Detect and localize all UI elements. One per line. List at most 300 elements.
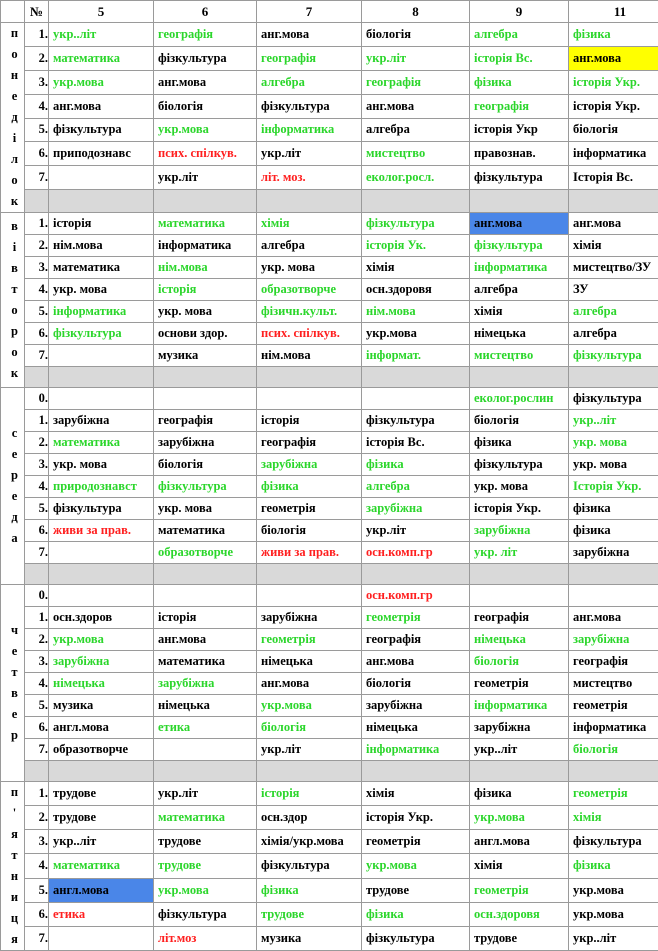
lesson-cell: математика <box>49 432 154 454</box>
separator-cell <box>154 367 257 388</box>
lesson-cell: укр.мова <box>49 629 154 651</box>
lesson-cell: інформатика <box>362 739 470 761</box>
lesson-cell: осн.здоров <box>49 607 154 629</box>
lesson-cell: анг.мова <box>154 70 257 94</box>
lesson-cell: хімія <box>257 213 362 235</box>
lesson-cell: нім.мова <box>154 257 257 279</box>
separator-cell <box>257 761 362 782</box>
lesson-cell: фізика <box>470 782 569 806</box>
lesson-cell: біологія <box>257 520 362 542</box>
day-letter: р <box>5 321 24 342</box>
lesson-cell: інформатика <box>49 301 154 323</box>
lesson-cell: німецька <box>470 323 569 345</box>
lesson-cell: укр.мова <box>154 118 257 142</box>
lesson-number: 4. <box>25 94 49 118</box>
lesson-number: 7. <box>25 345 49 367</box>
separator-cell <box>49 564 154 585</box>
day-letter: н <box>5 866 24 887</box>
lesson-cell: фізика <box>569 498 658 520</box>
lesson-cell: математика <box>154 806 257 830</box>
lesson-cell: укр. мова <box>154 498 257 520</box>
day-letter: о <box>5 44 24 65</box>
day-letter: і <box>5 237 24 258</box>
lesson-cell: фізкультура <box>362 926 470 950</box>
day-letter: т <box>5 845 24 866</box>
lesson-cell: укр.літ <box>257 142 362 166</box>
day-letter: д <box>5 507 24 528</box>
lesson-cell <box>154 585 257 607</box>
header-num: № <box>25 1 49 23</box>
lesson-cell: зарубіжна <box>49 651 154 673</box>
lesson-row <box>1 878 658 902</box>
lesson-number: 6. <box>25 902 49 926</box>
lesson-cell: географія <box>257 432 362 454</box>
lesson-cell: образотворче <box>257 279 362 301</box>
lesson-row <box>1 673 658 695</box>
lesson-row <box>1 585 658 607</box>
lesson-cell: укр.літ <box>362 46 470 70</box>
lesson-cell: анг.мова <box>154 629 257 651</box>
lesson-cell: зарубіжна <box>470 717 569 739</box>
lesson-cell: математика <box>49 854 154 878</box>
lesson-cell: мистецтво <box>470 345 569 367</box>
separator-cell <box>49 367 154 388</box>
separator-cell <box>362 190 470 213</box>
lesson-cell: біологія <box>362 23 470 47</box>
lesson-cell: геометрія <box>257 498 362 520</box>
separator-cell <box>25 761 49 782</box>
lesson-cell: укр.літ <box>362 520 470 542</box>
lesson-cell: історія Вс. <box>362 432 470 454</box>
separator-cell <box>154 564 257 585</box>
day-letter: о <box>5 342 24 363</box>
lesson-cell: укр. мова <box>257 257 362 279</box>
lesson-number: 7. <box>25 926 49 950</box>
day-letter: д <box>5 107 24 128</box>
day-letter: к <box>5 363 24 384</box>
lesson-number: 6. <box>25 323 49 345</box>
lesson-row <box>1 301 658 323</box>
lesson-row <box>1 432 658 454</box>
lesson-cell: фізкультура <box>470 166 569 190</box>
lesson-cell: історія Ук. <box>362 235 470 257</box>
lesson-row <box>1 695 658 717</box>
lesson-cell: укр..літ <box>569 926 658 950</box>
lesson-cell: укр.мова <box>49 70 154 94</box>
lesson-row <box>1 854 658 878</box>
lesson-cell: анг.мова <box>569 607 658 629</box>
lesson-row <box>1 926 658 950</box>
separator-cell <box>569 564 658 585</box>
lesson-cell: образотворче <box>154 542 257 564</box>
lesson-cell <box>49 542 154 564</box>
lesson-cell: псих. спілкув. <box>154 142 257 166</box>
lesson-cell: мистецтво <box>362 142 470 166</box>
lesson-number: 6. <box>25 520 49 542</box>
separator-cell <box>154 761 257 782</box>
lesson-cell: укр.мова <box>362 854 470 878</box>
header-class-7: 7 <box>257 1 362 23</box>
lesson-cell: трудове <box>49 806 154 830</box>
lesson-cell: алгебра <box>569 323 658 345</box>
lesson-row <box>1 806 658 830</box>
lesson-cell: німецька <box>154 695 257 717</box>
lesson-cell: зарубіжна <box>257 607 362 629</box>
lesson-cell: зарубіжна <box>154 673 257 695</box>
lesson-number: 2. <box>25 629 49 651</box>
lesson-cell: зарубіжна <box>569 629 658 651</box>
separator-cell <box>470 564 569 585</box>
lesson-cell: фізкультура <box>569 345 658 367</box>
lesson-number: 2. <box>25 806 49 830</box>
lesson-cell: фізкультура <box>257 854 362 878</box>
lesson-cell: біологія <box>569 739 658 761</box>
day-letter: п <box>5 23 24 44</box>
lesson-cell: фізкультура <box>49 118 154 142</box>
lesson-cell: музика <box>154 345 257 367</box>
lesson-cell: географія <box>257 46 362 70</box>
lesson-cell <box>569 585 658 607</box>
lesson-row <box>1 213 658 235</box>
lesson-cell: геометрія <box>569 782 658 806</box>
lesson-cell: трудове <box>362 878 470 902</box>
lesson-number: 2. <box>25 46 49 70</box>
day-letter: ' <box>5 803 24 824</box>
day-separator-row <box>1 190 658 213</box>
day-letter: ч <box>5 620 24 641</box>
lesson-cell <box>49 345 154 367</box>
separator-cell <box>25 190 49 213</box>
lesson-number: 7. <box>25 542 49 564</box>
lesson-cell: мистецтво <box>569 673 658 695</box>
lesson-cell: укр.мова <box>362 323 470 345</box>
lesson-cell: зарубіжна <box>154 432 257 454</box>
lesson-cell: зарубіжна <box>49 410 154 432</box>
day-separator-row <box>1 564 658 585</box>
day-separator-row <box>1 367 658 388</box>
lesson-cell: інформатика <box>154 235 257 257</box>
header-class-5: 5 <box>49 1 154 23</box>
lesson-cell: інформатика <box>470 695 569 717</box>
lesson-cell: фізика <box>257 878 362 902</box>
lesson-cell: укр.мова <box>257 695 362 717</box>
lesson-cell: біологія <box>154 454 257 476</box>
lesson-cell: німецька <box>362 717 470 739</box>
lesson-row <box>1 23 658 47</box>
lesson-number: 4. <box>25 476 49 498</box>
lesson-cell: укр. мова <box>49 454 154 476</box>
lesson-row <box>1 118 658 142</box>
lesson-cell: фізика <box>569 854 658 878</box>
lesson-cell: зарубіжна <box>362 695 470 717</box>
lesson-row <box>1 94 658 118</box>
lesson-cell: історія <box>49 213 154 235</box>
lesson-cell: трудове <box>154 854 257 878</box>
lesson-cell: фізкультура <box>154 46 257 70</box>
separator-cell <box>49 761 154 782</box>
lesson-cell: фізика <box>362 902 470 926</box>
lesson-cell: алгебра <box>569 301 658 323</box>
lesson-cell: трудове <box>154 830 257 854</box>
lesson-cell: історія Укр. <box>470 498 569 520</box>
lesson-row <box>1 607 658 629</box>
lesson-cell: історія Укр <box>470 118 569 142</box>
lesson-cell: анг.мова <box>569 213 658 235</box>
day-label-wednesday <box>1 388 25 585</box>
lesson-cell: анг.мова <box>362 94 470 118</box>
lesson-cell: хімія/укр.мова <box>257 830 362 854</box>
lesson-cell: осн.комп.гр <box>362 542 470 564</box>
lesson-cell: фізика <box>569 520 658 542</box>
lesson-cell: еколог.рослин <box>470 388 569 410</box>
lesson-number: 0. <box>25 585 49 607</box>
lesson-cell: інформатика <box>569 717 658 739</box>
lesson-row <box>1 520 658 542</box>
day-label-friday <box>1 782 25 951</box>
lesson-cell: історія Вс. <box>470 46 569 70</box>
lesson-number: 4. <box>25 854 49 878</box>
lesson-cell: хімія <box>569 806 658 830</box>
lesson-cell: хімія <box>362 782 470 806</box>
lesson-number: 3. <box>25 651 49 673</box>
separator-cell <box>569 190 658 213</box>
lesson-cell: приподознавс <box>49 142 154 166</box>
lesson-cell: англ.мова <box>49 878 154 902</box>
lesson-cell: біологія <box>257 717 362 739</box>
lesson-cell: математика <box>154 213 257 235</box>
lesson-number: 5. <box>25 498 49 520</box>
lesson-number: 7. <box>25 739 49 761</box>
header-class-9: 9 <box>470 1 569 23</box>
lesson-cell: фізкультура <box>257 94 362 118</box>
day-letter: я <box>5 824 24 845</box>
lesson-number: 1. <box>25 23 49 47</box>
day-letter: в <box>5 216 24 237</box>
lesson-cell: образотворче <box>49 739 154 761</box>
lesson-number: 6. <box>25 717 49 739</box>
lesson-cell: фізкультура <box>154 902 257 926</box>
lesson-number: 1. <box>25 410 49 432</box>
lesson-number: 1. <box>25 213 49 235</box>
separator-cell <box>257 190 362 213</box>
lesson-cell: укр..літ <box>49 830 154 854</box>
day-letter: ц <box>5 908 24 929</box>
lesson-row <box>1 410 658 432</box>
lesson-number: 4. <box>25 279 49 301</box>
lesson-cell: географія <box>569 651 658 673</box>
lesson-cell: географія <box>362 629 470 651</box>
lesson-cell: літ.моз <box>154 926 257 950</box>
lesson-number: 6. <box>25 142 49 166</box>
lesson-cell: анг.мова <box>569 46 658 70</box>
lesson-cell: фізкультура <box>470 454 569 476</box>
lesson-cell: ЗУ <box>569 279 658 301</box>
lesson-number: 2. <box>25 235 49 257</box>
lesson-cell: фізичн.культ. <box>257 301 362 323</box>
lesson-row <box>1 830 658 854</box>
lesson-cell: укр. літ <box>470 542 569 564</box>
lesson-row <box>1 454 658 476</box>
lesson-cell: алгебра <box>470 279 569 301</box>
lesson-cell: трудове <box>49 782 154 806</box>
day-letter: и <box>5 887 24 908</box>
day-letter: р <box>5 725 24 746</box>
lesson-row <box>1 70 658 94</box>
lesson-cell: нім.мова <box>257 345 362 367</box>
separator-cell <box>257 564 362 585</box>
lesson-row <box>1 651 658 673</box>
lesson-cell: укр. мова <box>470 476 569 498</box>
day-letter: т <box>5 279 24 300</box>
lesson-cell: фізкультура <box>362 410 470 432</box>
lesson-cell: нім.мова <box>362 301 470 323</box>
lesson-row <box>1 388 658 410</box>
lesson-cell: укр. мова <box>49 279 154 301</box>
lesson-cell: геометрія <box>362 830 470 854</box>
lesson-cell: хімія <box>470 854 569 878</box>
lesson-cell: нім.мова <box>49 235 154 257</box>
lesson-cell <box>362 388 470 410</box>
lesson-cell: алгебра <box>362 476 470 498</box>
day-letter: е <box>5 486 24 507</box>
lesson-cell: анг.мова <box>362 651 470 673</box>
lesson-cell: укр.мова <box>569 878 658 902</box>
lesson-cell: математика <box>49 257 154 279</box>
lesson-row <box>1 166 658 190</box>
lesson-cell: осн.здоровя <box>362 279 470 301</box>
lesson-cell <box>470 585 569 607</box>
lesson-cell: укр..літ <box>470 739 569 761</box>
lesson-cell: біологія <box>470 651 569 673</box>
lesson-row <box>1 782 658 806</box>
header-row <box>1 1 658 23</box>
separator-cell <box>362 367 470 388</box>
lesson-number: 3. <box>25 830 49 854</box>
lesson-cell: географія <box>154 410 257 432</box>
day-letter: н <box>5 65 24 86</box>
day-label-tuesday <box>1 213 25 388</box>
lesson-cell: укр.мова <box>470 806 569 830</box>
lesson-number: 4. <box>25 673 49 695</box>
day-letter: е <box>5 704 24 725</box>
lesson-row <box>1 46 658 70</box>
day-letter: е <box>5 641 24 662</box>
lesson-cell: укр..літ <box>49 23 154 47</box>
day-separator-row <box>1 761 658 782</box>
day-letter: в <box>5 683 24 704</box>
lesson-cell <box>257 585 362 607</box>
lesson-cell: анг.мова <box>257 23 362 47</box>
lesson-cell <box>49 166 154 190</box>
lesson-cell: хімія <box>470 301 569 323</box>
header-class-8: 8 <box>362 1 470 23</box>
lesson-cell: укр.літ <box>257 739 362 761</box>
header-day <box>1 1 25 23</box>
separator-cell <box>470 190 569 213</box>
lesson-cell: інформатика <box>257 118 362 142</box>
lesson-cell: етика <box>49 902 154 926</box>
separator-cell <box>470 367 569 388</box>
lesson-cell: зарубіжна <box>362 498 470 520</box>
lesson-cell: Історія Вс. <box>569 166 658 190</box>
day-letter: я <box>5 929 24 950</box>
lesson-cell: географія <box>154 23 257 47</box>
day-letter: к <box>5 191 24 212</box>
day-letter: с <box>5 423 24 444</box>
lesson-number: 5. <box>25 878 49 902</box>
separator-cell <box>49 190 154 213</box>
lesson-row <box>1 717 658 739</box>
lesson-cell: геометрія <box>470 878 569 902</box>
day-letter: е <box>5 86 24 107</box>
day-letter: п <box>5 782 24 803</box>
lesson-cell: правознав. <box>470 142 569 166</box>
lesson-cell: живи за прав. <box>257 542 362 564</box>
lesson-cell: еколог.росл. <box>362 166 470 190</box>
lesson-cell: німецька <box>470 629 569 651</box>
lesson-cell: фізкультура <box>154 476 257 498</box>
day-letter: о <box>5 170 24 191</box>
lesson-row <box>1 279 658 301</box>
day-letter: е <box>5 444 24 465</box>
lesson-cell: алгебра <box>362 118 470 142</box>
lesson-row <box>1 542 658 564</box>
lesson-cell: біологія <box>362 673 470 695</box>
lesson-row <box>1 257 658 279</box>
lesson-cell <box>49 585 154 607</box>
lesson-row <box>1 345 658 367</box>
lesson-cell: фізкультура <box>49 323 154 345</box>
lesson-cell: математика <box>154 520 257 542</box>
separator-cell <box>257 367 362 388</box>
lesson-cell: трудове <box>257 902 362 926</box>
lesson-cell: осн.комп.гр <box>362 585 470 607</box>
lesson-cell: укр.мова <box>569 902 658 926</box>
lesson-cell: фізика <box>569 23 658 47</box>
separator-cell <box>154 190 257 213</box>
lesson-cell: інформат. <box>362 345 470 367</box>
lesson-row <box>1 476 658 498</box>
header-class-6: 6 <box>154 1 257 23</box>
lesson-cell: фізика <box>362 454 470 476</box>
lesson-cell: інформатика <box>569 142 658 166</box>
header-class-11: 11 <box>569 1 658 23</box>
lesson-cell: фізкультура <box>362 213 470 235</box>
lesson-cell: геометрія <box>362 607 470 629</box>
lesson-cell: осн.здоровя <box>470 902 569 926</box>
lesson-number: 5. <box>25 695 49 717</box>
lesson-cell: алгебра <box>470 23 569 47</box>
lesson-cell: біологія <box>470 410 569 432</box>
day-label-thursday <box>1 585 25 782</box>
lesson-cell: географія <box>362 70 470 94</box>
lesson-cell: укр.літ <box>154 166 257 190</box>
lesson-cell: основи здор. <box>154 323 257 345</box>
lesson-cell: фізкультура <box>569 830 658 854</box>
day-letter: в <box>5 258 24 279</box>
lesson-cell: укр.літ <box>154 782 257 806</box>
lesson-row <box>1 498 658 520</box>
lesson-cell: геометрія <box>470 673 569 695</box>
lesson-cell: етика <box>154 717 257 739</box>
lesson-cell: німецька <box>49 673 154 695</box>
lesson-cell: географія <box>470 607 569 629</box>
lesson-cell: осн.здор <box>257 806 362 830</box>
lesson-number: 1. <box>25 782 49 806</box>
separator-cell <box>362 761 470 782</box>
lesson-cell <box>257 388 362 410</box>
lesson-cell: інформатика <box>470 257 569 279</box>
